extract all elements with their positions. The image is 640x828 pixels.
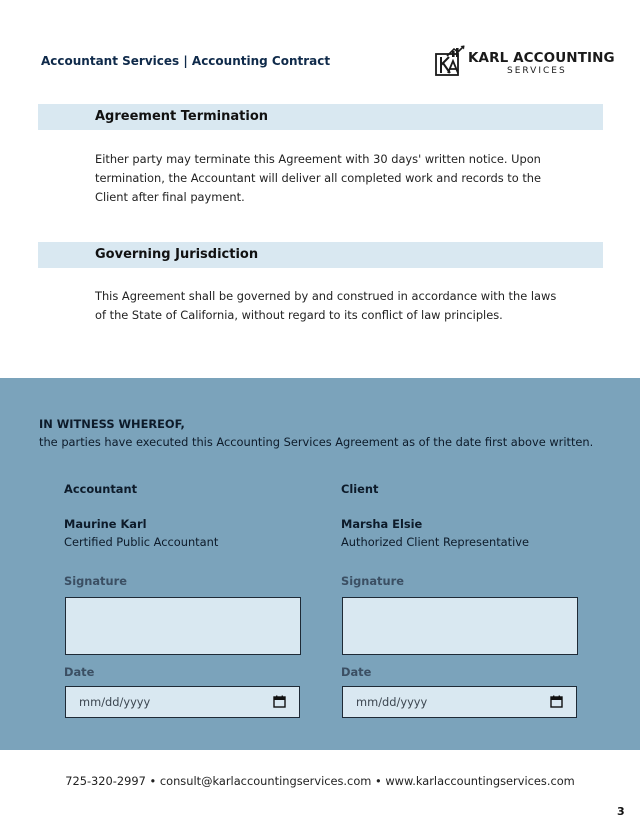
page-header <box>0 0 640 100</box>
witness-section <box>0 378 640 750</box>
signature-label: Signature <box>64 574 127 588</box>
date-label: Date <box>341 665 372 679</box>
date-placeholder: mm/dd/yyyy <box>79 695 151 709</box>
witness-heading: IN WITNESS WHEREOF, <box>39 417 185 431</box>
accountant-signature-field[interactable] <box>65 597 301 655</box>
logo-subtitle: SERVICES <box>507 66 567 76</box>
section-bar-jurisdiction <box>38 242 603 268</box>
party-title: Authorized Client Representative <box>341 535 530 549</box>
page-number: 3 <box>617 805 625 818</box>
section-heading: Agreement Termination <box>95 109 269 124</box>
witness-text: the parties have executed this Accounting Services Agreement as of the date first above written. <box>39 435 594 449</box>
logo-name: KARL ACCOUNTING <box>468 50 615 66</box>
accountant-date-input[interactable] <box>65 686 300 718</box>
party-title: Certified Public Accountant <box>64 535 219 549</box>
client-date-input[interactable] <box>342 686 577 718</box>
section-body-termination: Either party may terminate this Agreement with 30 days' written notice. Upon termination, the Accountant will deliver all completed work and records to the Client after final payment. <box>95 152 542 204</box>
party-name: Marsha Elsie <box>341 517 423 531</box>
client-signature-field[interactable] <box>342 597 578 655</box>
section-bar-termination <box>38 104 603 130</box>
section-body-jurisdiction: This Agreement shall be governed by and construed in accordance with the laws of the State of California, without regard to its conflict of law principles. <box>95 289 557 322</box>
calendar-icon[interactable] <box>273 695 286 708</box>
date-label: Date <box>64 665 95 679</box>
date-placeholder: mm/dd/yyyy <box>356 695 428 709</box>
party-accountant <box>64 378 304 750</box>
company-logo <box>434 44 615 78</box>
party-role: Accountant <box>64 482 138 496</box>
section-heading: Governing Jurisdiction <box>95 247 259 262</box>
signature-label: Signature <box>341 574 404 588</box>
party-client <box>341 378 581 750</box>
calendar-icon[interactable] <box>550 695 563 708</box>
party-role: Client <box>341 482 379 496</box>
ka-monogram-chart-icon <box>434 44 468 78</box>
header-title: Accountant Services | Accounting Contract <box>41 54 331 68</box>
party-name: Maurine Karl <box>64 517 147 531</box>
footer-contact: 725-320-2997 • consult@karlaccountingservices.com • www.karlaccountingservices.com <box>65 774 575 788</box>
